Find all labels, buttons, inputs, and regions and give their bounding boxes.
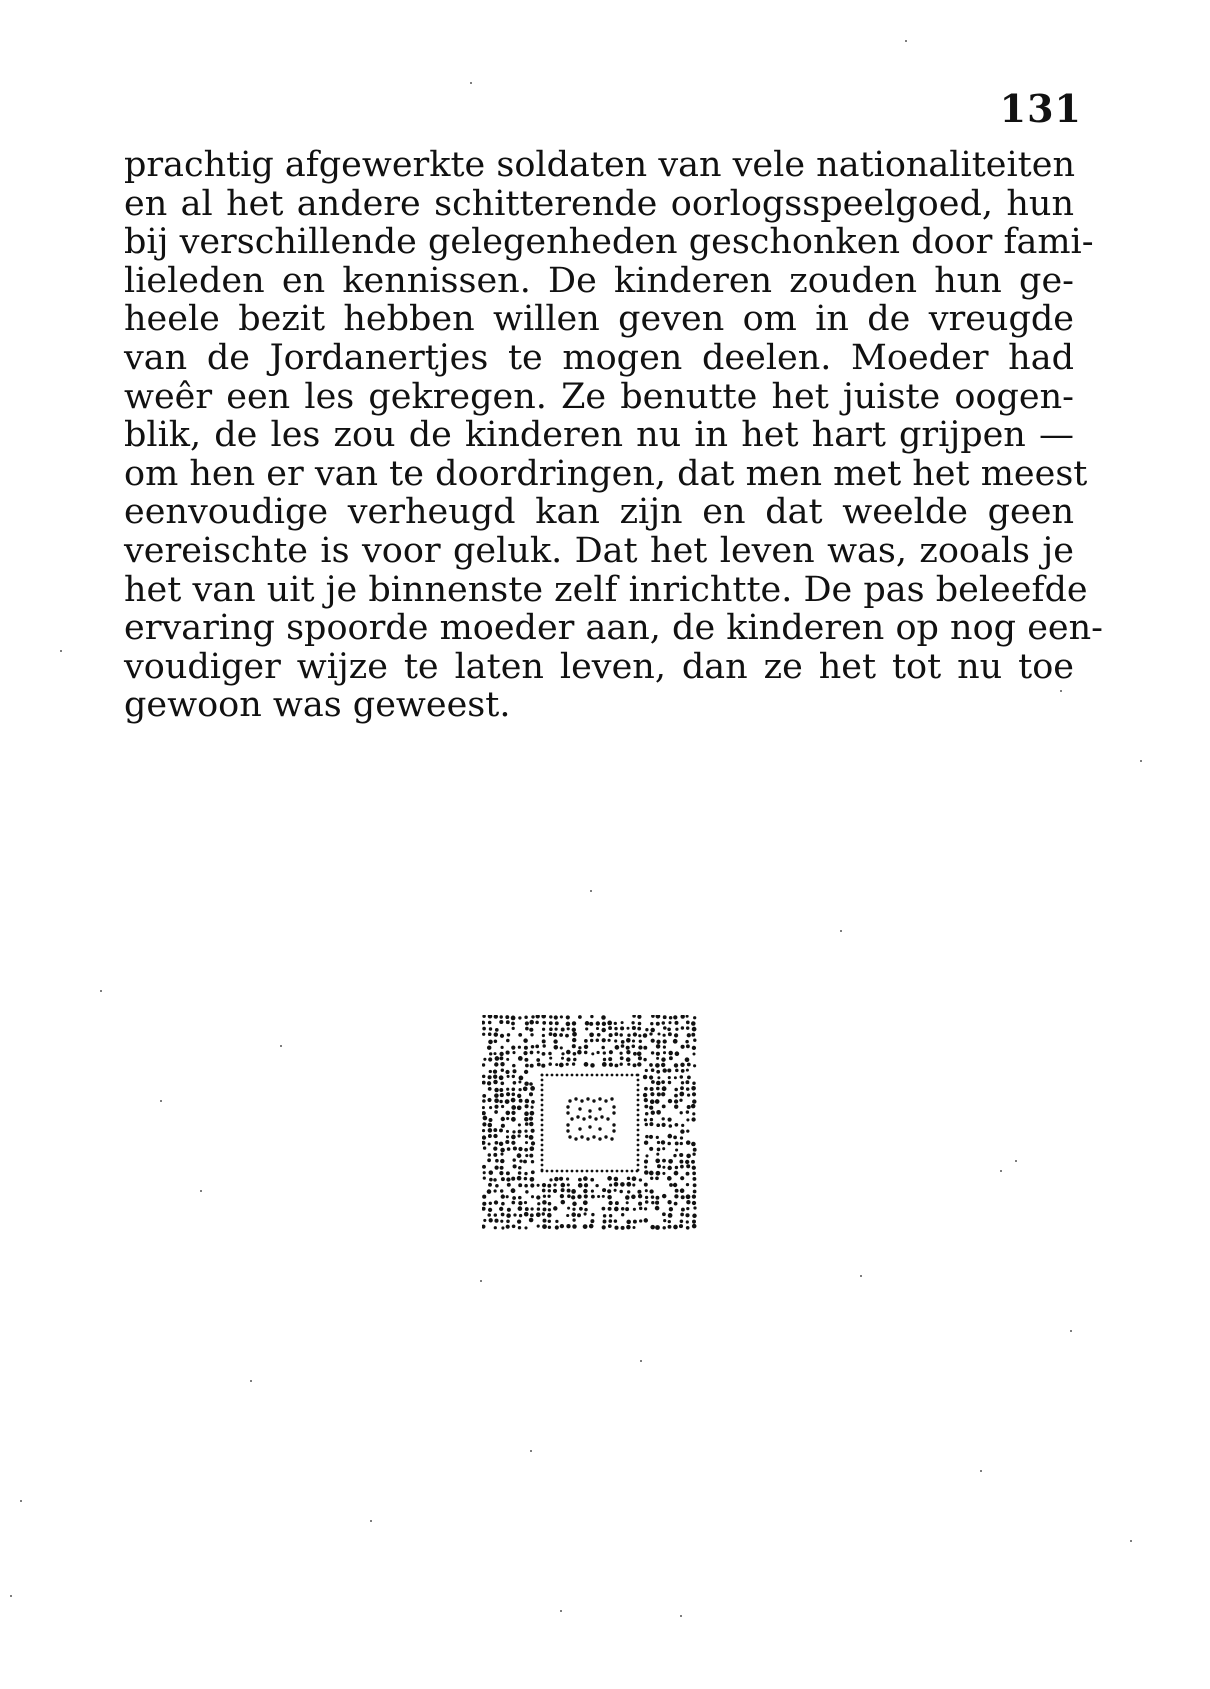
print-speck xyxy=(480,1280,482,1282)
body-text xyxy=(124,145,1103,726)
print-speck xyxy=(640,1360,642,1362)
print-speck xyxy=(680,1615,682,1617)
text-line: eenvoudige verheugd kan zijn en dat weelde geen xyxy=(124,492,1074,533)
print-speck xyxy=(590,890,592,892)
page-number: 131 xyxy=(999,86,1082,131)
print-speck xyxy=(1015,1160,1017,1162)
print-speck xyxy=(1130,1540,1132,1542)
print-speck xyxy=(280,1045,282,1047)
text-line: blik, de les zou de kinderen nu in het hart grijpen — xyxy=(124,415,1074,456)
print-speck xyxy=(1140,760,1142,762)
print-speck xyxy=(560,1610,562,1612)
text-line: en al het andere schitterende oorlogsspeelgoed, hun xyxy=(124,183,1074,224)
print-speck xyxy=(530,1450,532,1452)
text-line: weêr een les gekregen. Ze benutte het juiste oogen- xyxy=(124,376,1074,417)
print-speck xyxy=(250,1380,252,1382)
text-line: heele bezit hebben willen geven om in de vreugde xyxy=(124,299,1074,340)
print-speck xyxy=(1070,1330,1072,1332)
print-speck xyxy=(980,1470,982,1472)
text-line: het van uit je binnenste zelf inrichtte. De pas beleefde xyxy=(124,569,1088,610)
print-speck xyxy=(370,1520,372,1522)
print-speck xyxy=(905,40,907,42)
print-speck xyxy=(10,1595,12,1597)
text-line: om hen er van te doordringen, dat men met het meest xyxy=(124,453,1088,494)
print-speck xyxy=(60,650,62,652)
text-line: bij verschillende gelegenheden geschonken door fami- xyxy=(124,222,1094,263)
print-speck xyxy=(200,1190,202,1192)
print-speck xyxy=(1000,1170,1002,1172)
text-line: ervaring spoorde moeder aan, de kinderen op nog een- xyxy=(124,608,1103,649)
print-speck xyxy=(470,82,472,84)
text-line: gewoon was geweest. xyxy=(124,685,511,726)
text-line: voudiger wijze te laten leven, dan ze het tot nu toe xyxy=(124,646,1074,687)
text-line: vereischte is voor geluk. Dat het leven was, zooals je xyxy=(124,530,1074,571)
print-speck xyxy=(1060,690,1062,692)
print-speck xyxy=(20,1500,22,1502)
text-line: van de Jordanertjes te mogen deelen. Moeder had xyxy=(124,337,1074,378)
print-speck xyxy=(100,990,102,992)
print-speck xyxy=(840,930,842,932)
print-speck xyxy=(160,1100,162,1102)
text-line: lieleden en kennissen. De kinderen zouden hun ge- xyxy=(124,260,1074,301)
dotted-square-vignette-icon xyxy=(482,1015,698,1231)
text-line: prachtig afgewerkte soldaten van vele nationaliteiten xyxy=(124,145,1075,185)
print-speck xyxy=(860,1275,862,1277)
